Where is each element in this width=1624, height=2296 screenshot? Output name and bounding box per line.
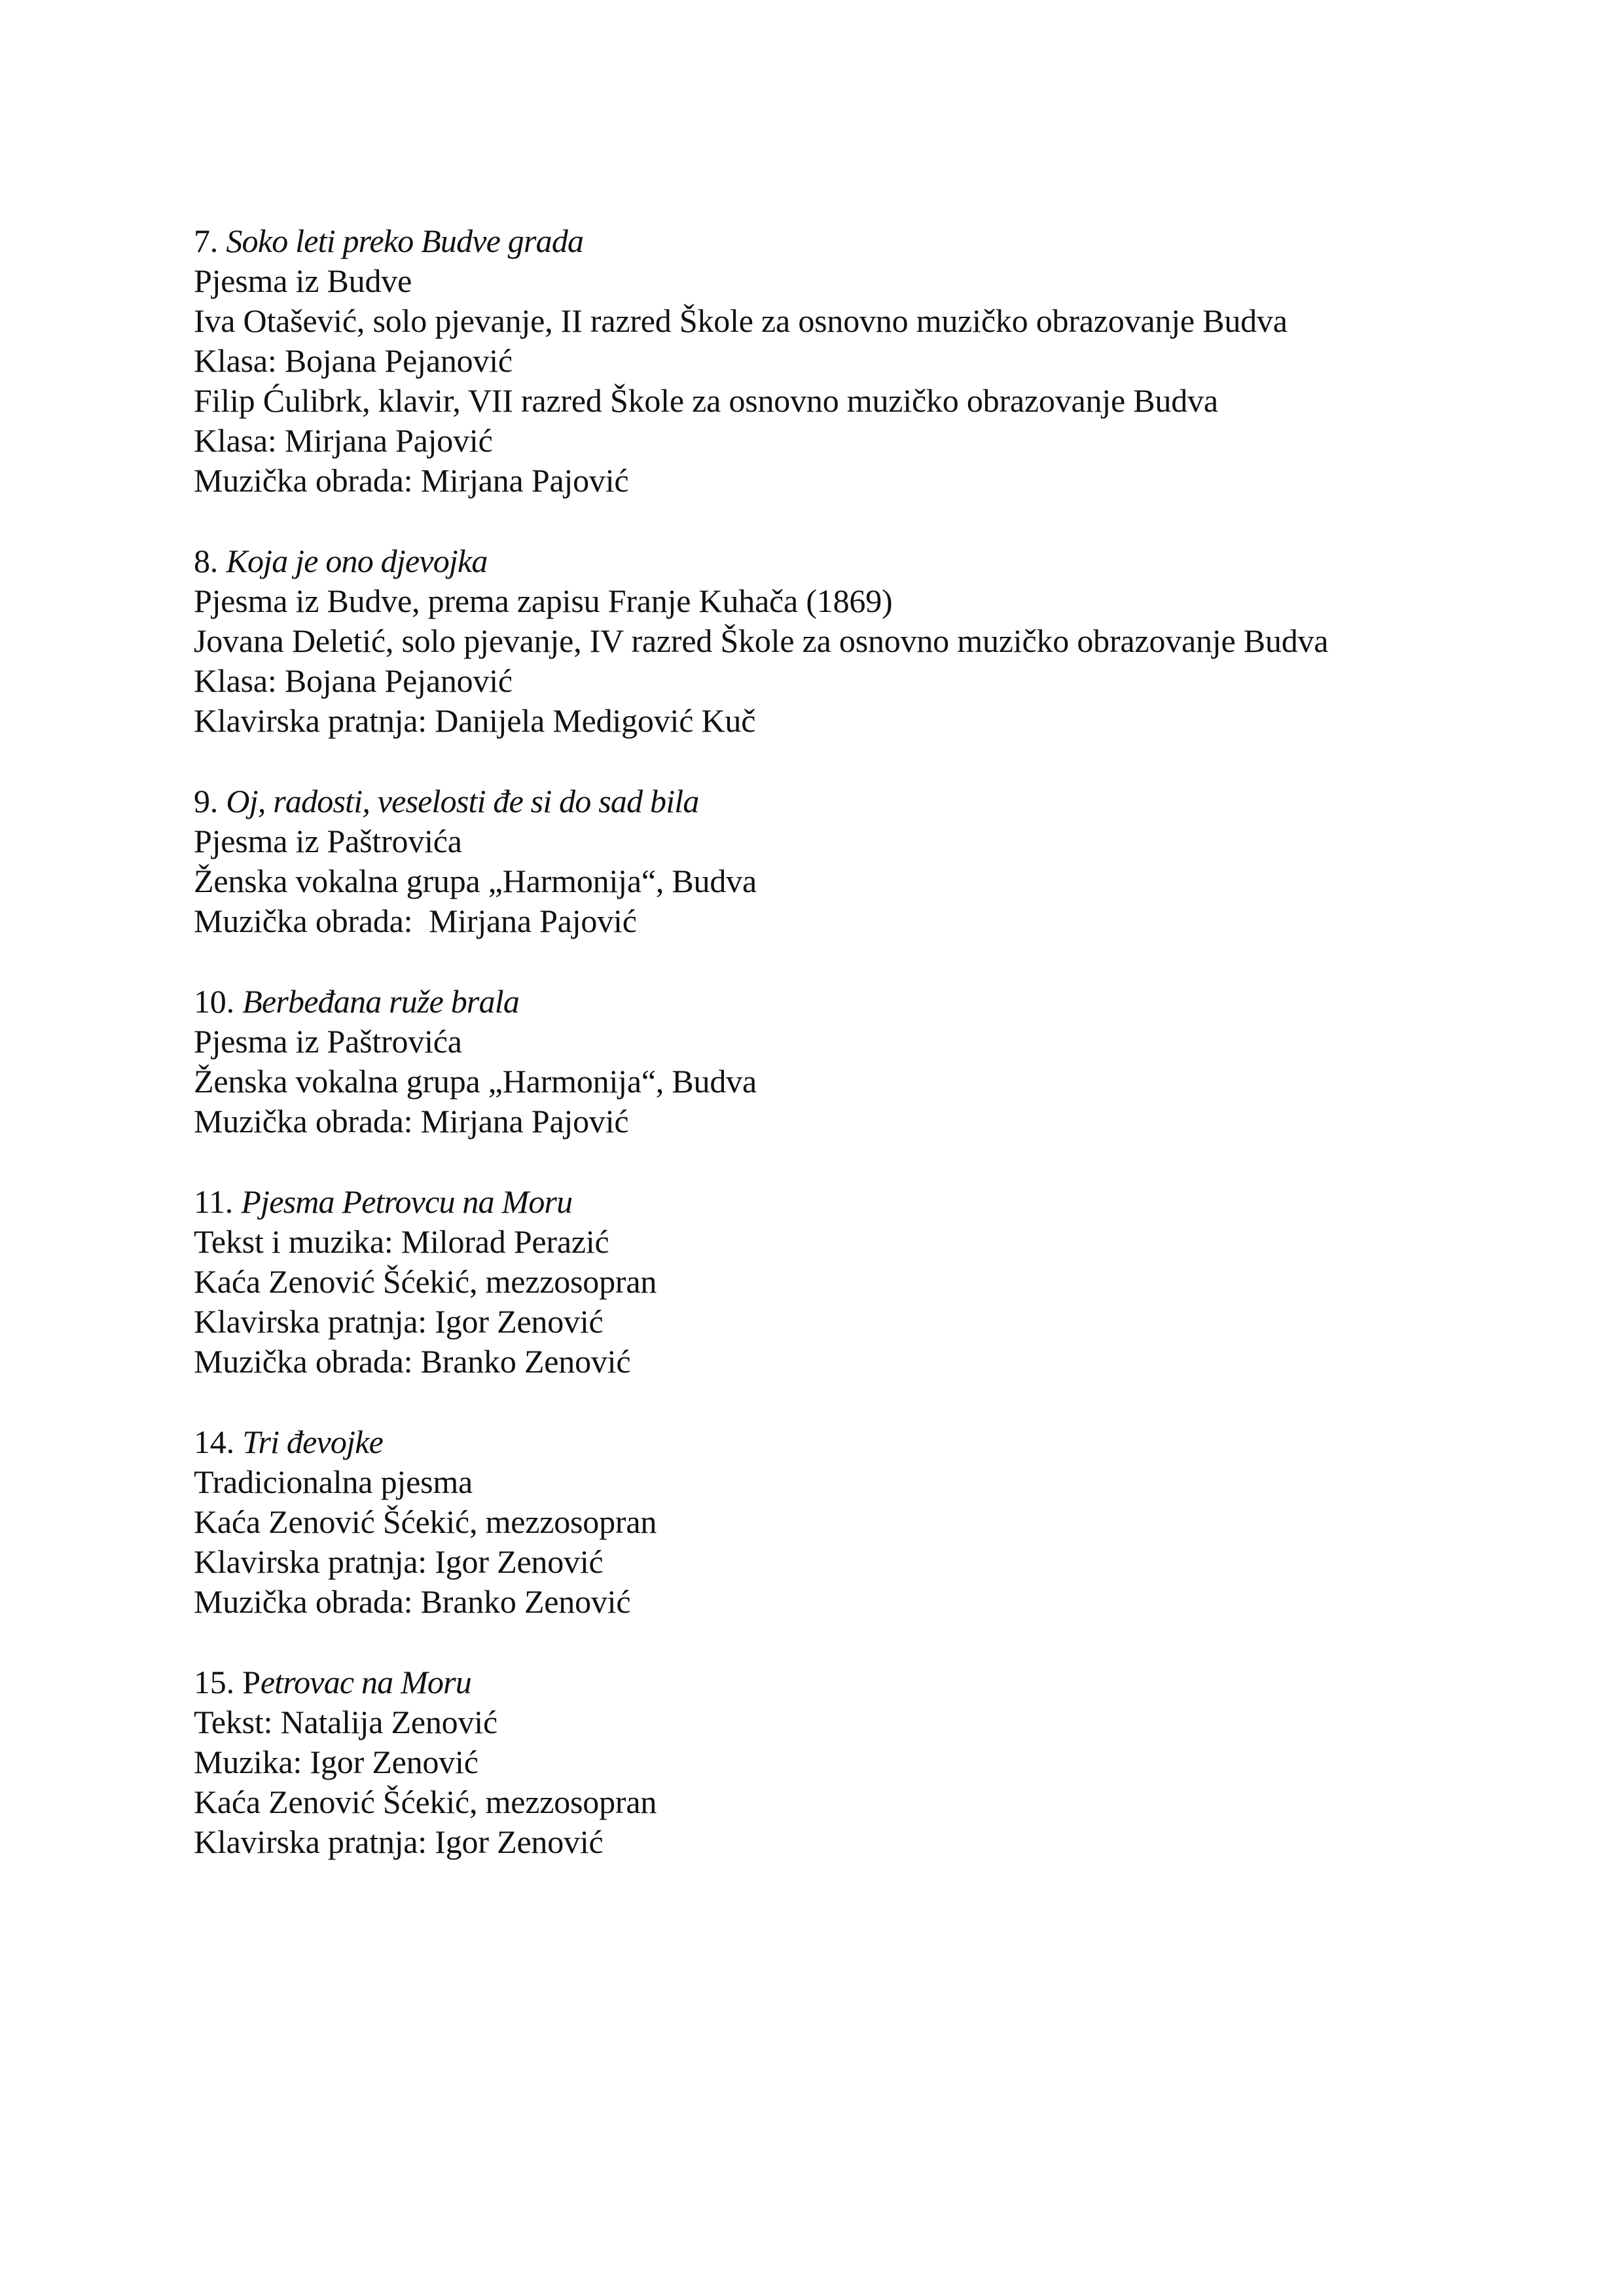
item-title-line (194, 221, 1503, 261)
program-item (194, 781, 1503, 941)
item-detail-line: Iva Otašević, solo pjevanje, II razred Škole za osnovno muzičko obrazovanje Budva (194, 302, 1288, 339)
program-item (194, 221, 1503, 501)
item-detail-line: Pjesma iz Budve, prema zapisu Franje Kuhača (1869) (194, 583, 893, 619)
item-number: 11. (194, 1183, 234, 1220)
program-item (194, 1662, 1503, 1862)
item-detail-line: Pjesma iz Paštrovića (194, 1023, 462, 1060)
item-detail-line: Tekst i muzika: Milorad Perazić (194, 1223, 609, 1260)
item-title-line (194, 1662, 1503, 1702)
song-title: Berbeđana ruže brala (242, 983, 520, 1020)
item-number: 14. (194, 1424, 234, 1460)
item-detail-line: Muzika: Igor Zenović (194, 1744, 478, 1780)
item-number: 10. (194, 983, 234, 1020)
program-item (194, 1182, 1503, 1382)
item-detail-line: Muzička obrada: Mirjana Pajović (194, 1103, 629, 1139)
item-number: 15. P (194, 1664, 261, 1700)
item-number: 7. (194, 223, 219, 259)
item-detail-line: Tekst: Natalija Zenović (194, 1704, 497, 1740)
song-title: Pjesma Petrovcu na Moru (241, 1183, 573, 1220)
item-detail-line: Kaća Zenović Šćekić, mezzosopran (194, 1503, 657, 1540)
item-detail-line: Pjesma iz Paštrovića (194, 823, 462, 859)
item-title-line (194, 781, 1503, 821)
item-detail-line: Klavirska pratnja: Danijela Medigović Kuč (194, 702, 756, 739)
item-number: 9. (194, 783, 219, 819)
item-detail-line: Pjesma iz Budve (194, 262, 412, 299)
item-detail-line: Kaća Zenović Šćekić, mezzosopran (194, 1784, 657, 1820)
item-detail-line: Klavirska pratnja: Igor Zenović (194, 1303, 604, 1340)
item-title-line (194, 982, 1503, 1022)
item-detail-line: Filip Ćulibrk, klavir, VII razred Škole za osnovno muzičko obrazovanje Budva (194, 382, 1218, 419)
song-title: Koja je ono djevojka (226, 543, 488, 579)
program-item (194, 541, 1503, 741)
item-title-line (194, 541, 1503, 581)
item-title-line (194, 1182, 1503, 1222)
item-detail-line: Klasa: Mirjana Pajović (194, 422, 493, 459)
item-number: 8. (194, 543, 219, 579)
item-detail-line: Kaća Zenović Šćekić, mezzosopran (194, 1263, 657, 1300)
item-detail-line: Tradicionalna pjesma (194, 1463, 473, 1500)
song-title: Soko leti preko Budve grada (226, 223, 584, 259)
program-item (194, 1422, 1503, 1622)
item-detail-line: Muzička obrada: Branko Zenović (194, 1343, 631, 1380)
item-detail-line: Jovana Deletić, solo pjevanje, IV razred Škole za osnovno muzičko obrazovanje Budva (194, 622, 1329, 659)
item-detail-line: Ženska vokalna grupa „Harmonija“, Budva (194, 1063, 757, 1100)
item-detail-line: Muzička obrada: Branko Zenović (194, 1583, 631, 1620)
item-detail-line: Muzička obrada: Mirjana Pajović (194, 462, 629, 499)
song-title: Oj, radosti, veselosti đe si do sad bila (226, 783, 699, 819)
item-detail-line: Ženska vokalna grupa „Harmonija“, Budva (194, 863, 757, 899)
program-list (194, 221, 1503, 1903)
item-title-line (194, 1422, 1503, 1462)
item-detail-line: Klavirska pratnja: Igor Zenović (194, 1543, 604, 1580)
song-title: etrovac na Moru (260, 1664, 471, 1700)
program-item (194, 982, 1503, 1141)
item-detail-line: Klasa: Bojana Pejanović (194, 342, 513, 379)
item-detail-line: Klasa: Bojana Pejanović (194, 662, 513, 699)
song-title: Tri đevojke (242, 1424, 383, 1460)
item-detail-line: Muzička obrada: Mirjana Pajović (194, 903, 637, 939)
item-detail-line: Klavirska pratnja: Igor Zenović (194, 1823, 604, 1860)
